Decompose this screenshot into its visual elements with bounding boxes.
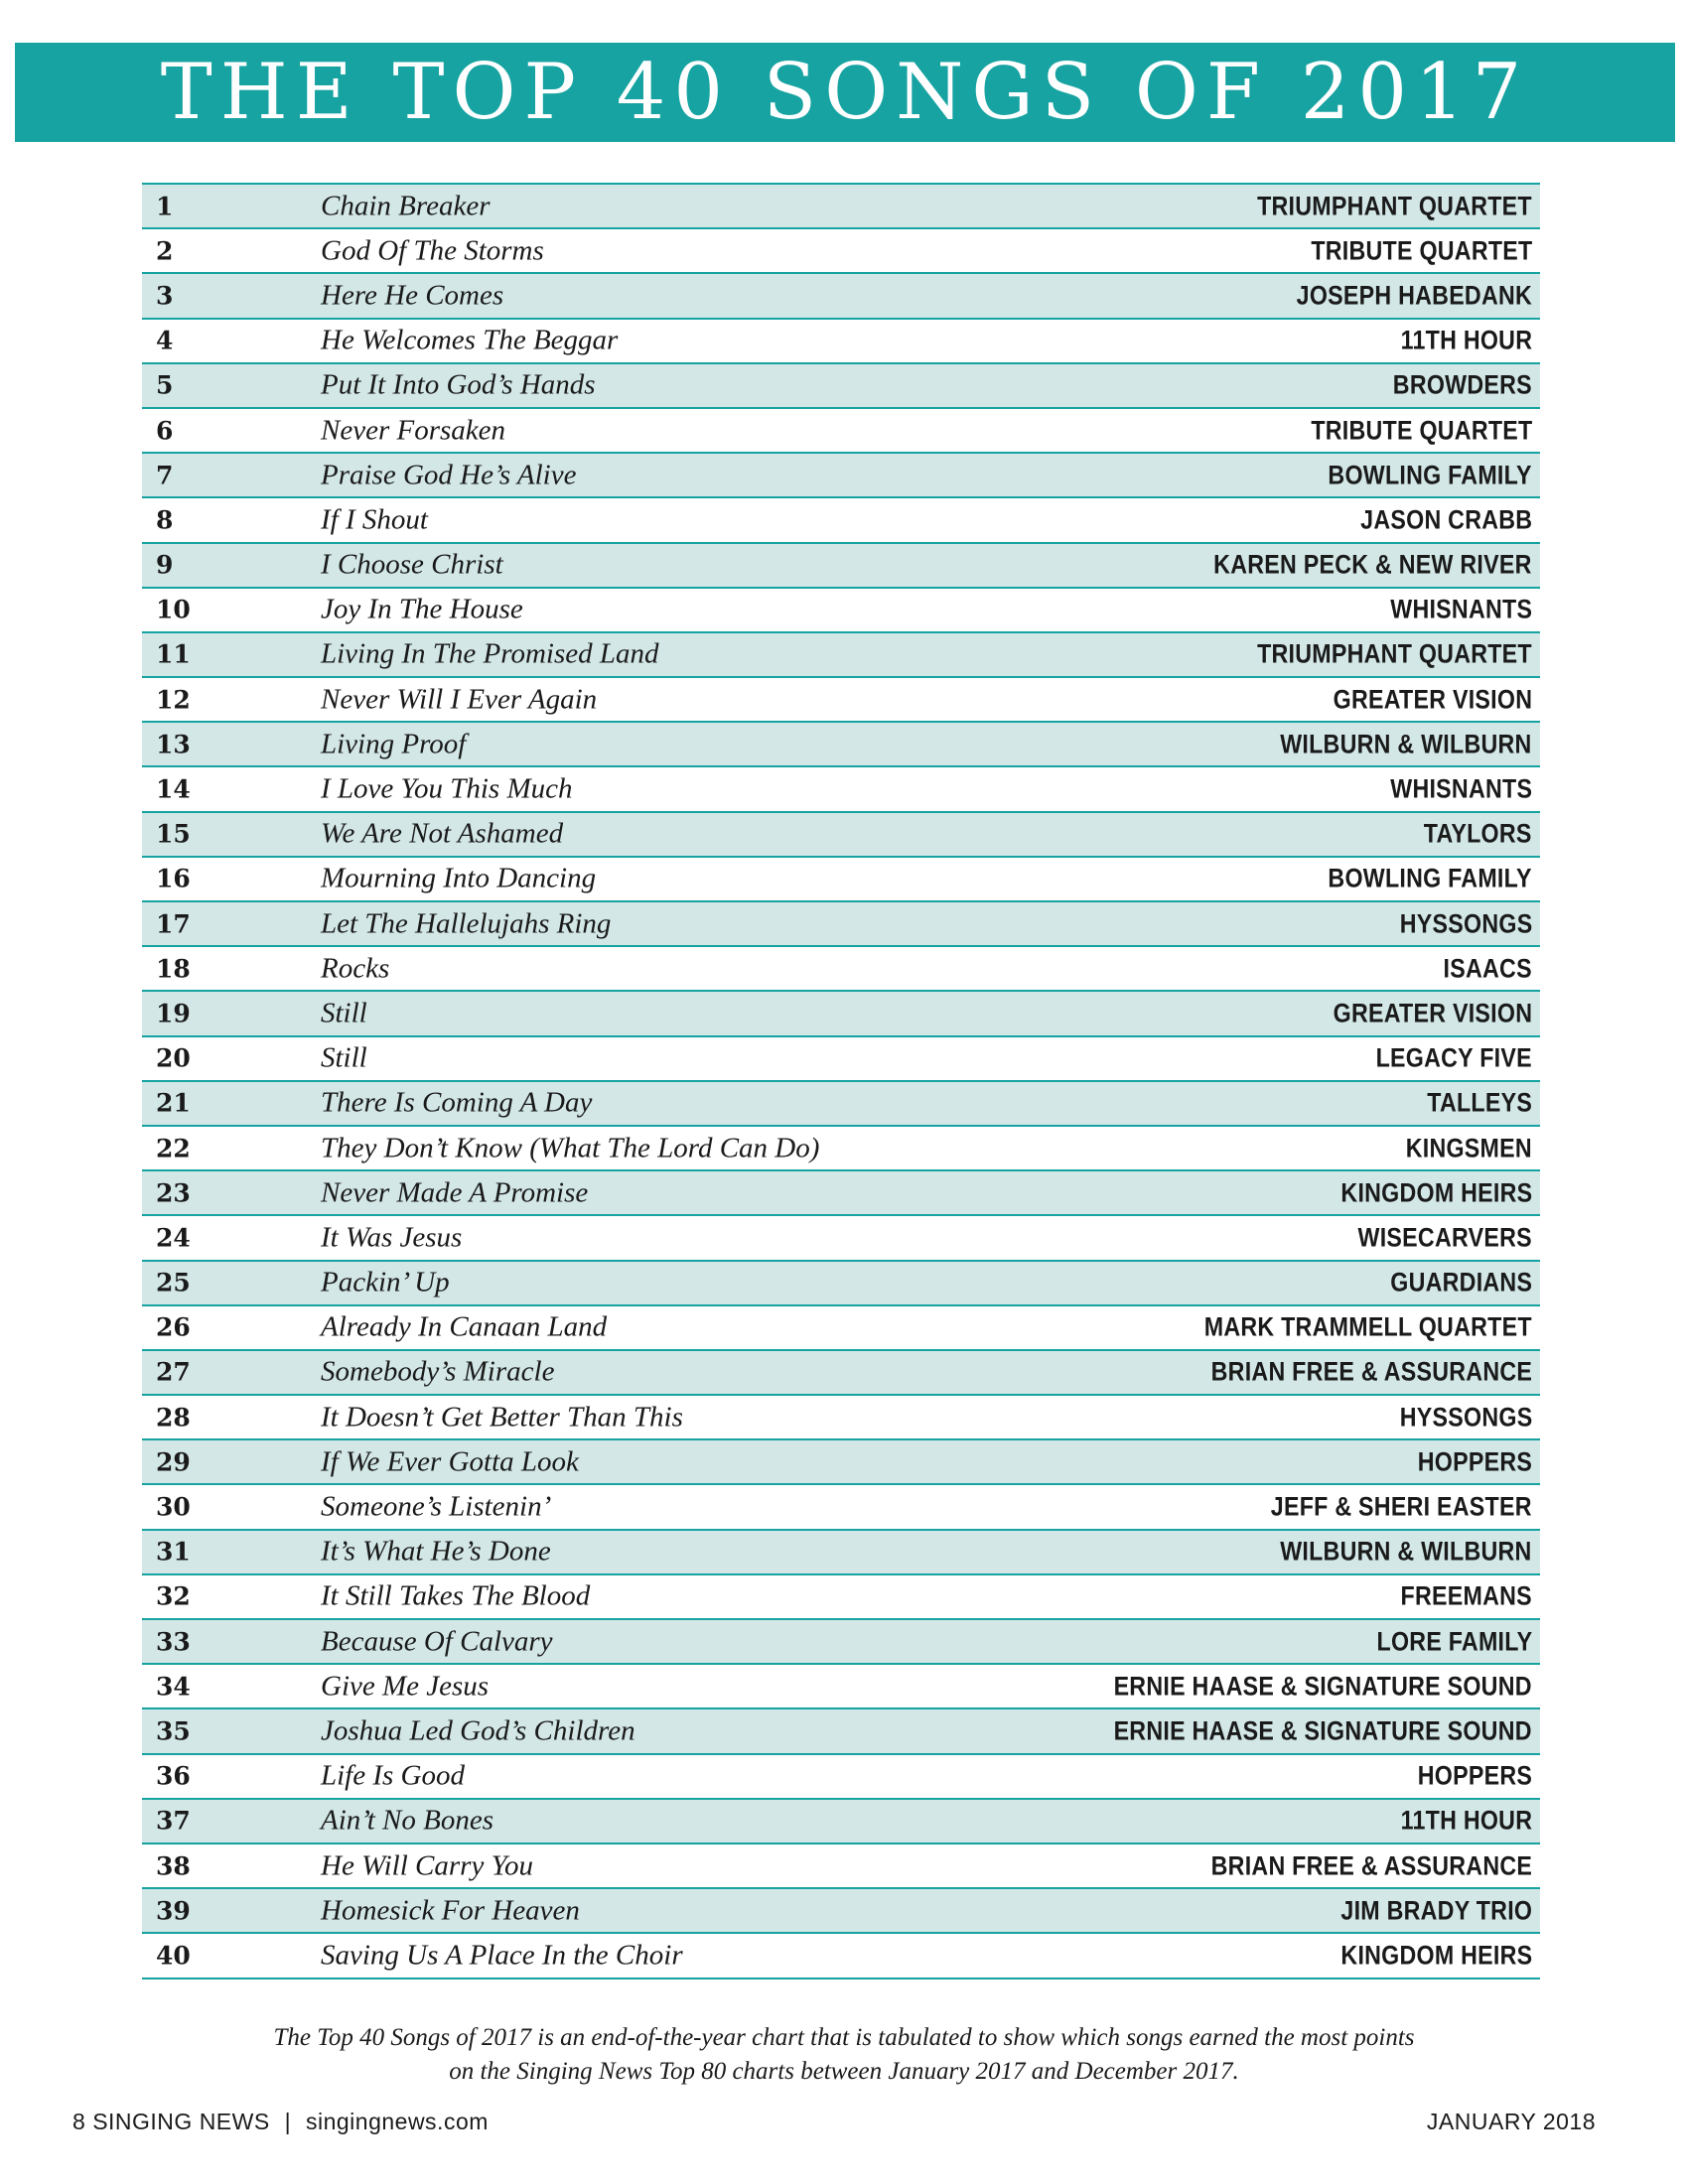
song-title: If I Shout <box>321 503 428 536</box>
website-link[interactable]: singingnews.com <box>305 2109 489 2134</box>
song-title: Because Of Calvary <box>321 1625 553 1658</box>
song-title: Living Proof <box>321 728 467 760</box>
table-row <box>142 858 1540 902</box>
table-row <box>142 1934 1540 1979</box>
song-rank: 35 <box>156 1716 191 1746</box>
song-title: There Is Coming A Day <box>321 1086 593 1119</box>
song-rank: 40 <box>156 1941 191 1971</box>
song-title: Joy In The House <box>321 593 523 625</box>
song-rank: 34 <box>156 1672 191 1702</box>
song-artist: TALLEYS <box>1427 1087 1532 1118</box>
title-banner <box>15 43 1675 142</box>
song-artist: TRIBUTE QUARTET <box>1310 415 1532 446</box>
table-row <box>142 498 1540 543</box>
song-title: Still <box>321 1041 367 1074</box>
table-row <box>142 1620 1540 1665</box>
page-title: THE TOP 40 SONGS OF 2017 <box>160 48 1530 137</box>
song-rank: 39 <box>156 1896 191 1926</box>
table-row <box>142 1351 1540 1396</box>
song-artist: ISAACS <box>1443 953 1532 984</box>
song-title: It Doesn’t Get Better Than This <box>321 1401 683 1433</box>
song-title: It’s What He’s Done <box>321 1535 551 1568</box>
song-title: Homesick For Heaven <box>321 1894 580 1927</box>
song-artist: HOPPERS <box>1417 1760 1532 1791</box>
song-artist: BRIAN FREE & ASSURANCE <box>1210 1356 1532 1387</box>
table-row <box>142 813 1540 858</box>
song-rank: 33 <box>156 1627 191 1657</box>
song-artist: ERNIE HAASE & SIGNATURE SOUND <box>1113 1715 1532 1746</box>
song-rank: 7 <box>156 461 174 490</box>
table-row <box>142 723 1540 767</box>
song-artist: TRIBUTE QUARTET <box>1310 235 1532 266</box>
table-row <box>142 1755 1540 1800</box>
table-row <box>142 678 1540 723</box>
footnote-line-2: on the Singing News Top 80 charts between January 2017 and December 2017. <box>449 2058 1239 2085</box>
song-rank: 15 <box>156 819 191 849</box>
table-row <box>142 1485 1540 1530</box>
song-artist: TRIUMPHANT QUARTET <box>1257 638 1532 669</box>
song-artist: GREATER VISION <box>1333 998 1532 1028</box>
song-title: Still <box>321 997 367 1029</box>
song-rank: 8 <box>156 505 174 535</box>
table-row <box>142 320 1540 364</box>
song-title: Already In Canaan Land <box>321 1310 608 1343</box>
song-title: If We Ever Gotta Look <box>321 1445 579 1478</box>
song-artist: GREATER VISION <box>1333 684 1532 715</box>
table-row <box>142 1440 1540 1485</box>
song-rank: 22 <box>156 1134 191 1163</box>
song-artist: TRIUMPHANT QUARTET <box>1257 191 1532 221</box>
song-title: Someone’s Listenin’ <box>321 1490 552 1523</box>
song-artist: WHISNANTS <box>1390 594 1532 624</box>
song-artist: KAREN PECK & NEW RIVER <box>1213 549 1532 580</box>
song-title: Put It Into God’s Hands <box>321 368 596 401</box>
table-row <box>142 274 1540 319</box>
song-rank: 16 <box>156 864 191 893</box>
table-row <box>142 1082 1540 1127</box>
song-title: Saving Us A Place In the Choir <box>321 1939 683 1972</box>
song-title: Somebody’s Miracle <box>321 1355 555 1388</box>
page-number: 8 <box>72 2109 86 2134</box>
table-row <box>142 1171 1540 1216</box>
song-artist: GUARDIANS <box>1390 1267 1532 1297</box>
song-artist: WHISNANTS <box>1390 773 1532 804</box>
song-rank: 4 <box>156 326 174 355</box>
song-rank: 23 <box>156 1178 191 1208</box>
song-artist: JASON CRABB <box>1359 504 1532 535</box>
song-rank: 25 <box>156 1268 191 1297</box>
song-title: It Was Jesus <box>321 1221 463 1254</box>
song-rank: 18 <box>156 954 191 984</box>
song-rank: 14 <box>156 774 191 804</box>
song-title: Never Made A Promise <box>321 1176 589 1209</box>
song-artist: HOPPERS <box>1417 1446 1532 1477</box>
song-rank: 28 <box>156 1403 191 1433</box>
table-row <box>142 229 1540 274</box>
chart-footnote <box>0 2021 1688 2089</box>
song-artist: WILBURN & WILBURN <box>1280 1536 1532 1567</box>
table-row <box>142 1531 1540 1575</box>
song-artist: FREEMANS <box>1400 1580 1532 1611</box>
publication-name: SINGING NEWS <box>92 2109 270 2134</box>
song-rank: 26 <box>156 1312 191 1342</box>
song-rank: 38 <box>156 1851 191 1881</box>
song-title: Never Forsaken <box>321 414 506 447</box>
song-rank: 5 <box>156 370 174 400</box>
song-artist: JOSEPH HABEDANK <box>1296 280 1532 311</box>
song-title: Let The Hallelujahs Ring <box>321 907 612 940</box>
table-row <box>142 454 1540 498</box>
song-artist: BROWDERS <box>1392 369 1532 400</box>
song-title: Rocks <box>321 952 390 985</box>
table-row <box>142 1216 1540 1261</box>
table-row <box>142 1306 1540 1351</box>
song-rank: 1 <box>156 192 174 221</box>
song-title: Packin’ Up <box>321 1266 450 1298</box>
song-title: Mourning Into Dancing <box>321 862 597 894</box>
song-artist: LORE FAMILY <box>1376 1626 1532 1657</box>
song-rank: 11 <box>156 639 191 669</box>
song-rank: 2 <box>156 236 174 266</box>
song-title: Ain’t No Bones <box>321 1804 493 1837</box>
song-artist: 11TH HOUR <box>1400 1805 1532 1836</box>
song-title: Never Will I Ever Again <box>321 683 598 716</box>
song-title: Here He Comes <box>321 279 504 312</box>
footer-left <box>72 2109 489 2135</box>
song-artist: JEFF & SHERI EASTER <box>1271 1491 1532 1522</box>
song-title: Give Me Jesus <box>321 1670 490 1703</box>
song-title: Life Is Good <box>321 1759 465 1792</box>
song-rank: 27 <box>156 1357 191 1387</box>
song-artist: KINGSMEN <box>1405 1133 1532 1163</box>
song-artist: WILBURN & WILBURN <box>1280 729 1532 759</box>
issue-date: JANUARY 2018 <box>1426 2109 1596 2134</box>
song-artist: TAYLORS <box>1424 818 1532 849</box>
table-row <box>142 767 1540 812</box>
table-row <box>142 633 1540 678</box>
song-rank: 12 <box>156 685 191 715</box>
song-title: They Don’t Know (What The Lord Can Do) <box>321 1132 820 1164</box>
song-artist: BOWLING FAMILY <box>1328 863 1532 893</box>
song-rank: 30 <box>156 1492 191 1522</box>
table-row <box>142 1396 1540 1440</box>
song-artist: BRIAN FREE & ASSURANCE <box>1210 1850 1532 1881</box>
song-title: It Still Takes The Blood <box>321 1579 591 1612</box>
song-artist: WISECARVERS <box>1357 1222 1532 1253</box>
song-rank: 24 <box>156 1223 191 1253</box>
song-artist: JIM BRADY TRIO <box>1340 1895 1532 1926</box>
song-rank: 29 <box>156 1447 191 1477</box>
table-row <box>142 409 1540 454</box>
song-rank: 13 <box>156 730 191 759</box>
song-artist: MARK TRAMMELL QUARTET <box>1203 1311 1532 1342</box>
table-row <box>142 1844 1540 1889</box>
song-rank: 31 <box>156 1537 191 1567</box>
song-title: God Of The Storms <box>321 234 544 267</box>
table-row <box>142 1575 1540 1620</box>
table-row <box>142 1709 1540 1754</box>
table-row <box>142 1262 1540 1306</box>
song-title: I Choose Christ <box>321 548 503 581</box>
table-row <box>142 589 1540 633</box>
song-artist: BOWLING FAMILY <box>1328 460 1532 490</box>
footnote-line-1: The Top 40 Songs of 2017 is an end-of-the-year chart that is tabulated to show which songs earned the most points <box>273 2024 1415 2051</box>
song-rank: 10 <box>156 595 191 624</box>
song-rank: 17 <box>156 909 191 939</box>
song-title: Praise God He’s Alive <box>321 459 577 491</box>
table-row <box>142 185 1540 229</box>
table-row <box>142 1037 1540 1082</box>
song-artist: HYSSONGS <box>1399 1402 1532 1433</box>
song-rank: 6 <box>156 416 174 446</box>
song-title: Joshua Led God’s Children <box>321 1714 635 1747</box>
table-row <box>142 544 1540 589</box>
table-row <box>142 1127 1540 1171</box>
table-row <box>142 1665 1540 1709</box>
song-rank: 19 <box>156 999 191 1028</box>
song-title: He Will Carry You <box>321 1849 534 1882</box>
song-title: Living In The Promised Land <box>321 637 659 670</box>
table-row <box>142 902 1540 947</box>
song-title: Chain Breaker <box>321 190 491 222</box>
song-title: I Love You This Much <box>321 772 573 805</box>
table-row <box>142 1889 1540 1934</box>
song-rank: 36 <box>156 1761 191 1791</box>
song-artist: KINGDOM HEIRS <box>1339 1940 1532 1971</box>
song-rank: 20 <box>156 1043 191 1073</box>
song-artist: HYSSONGS <box>1399 908 1532 939</box>
song-rank: 21 <box>156 1088 191 1118</box>
song-rank: 32 <box>156 1581 191 1611</box>
song-rank: 37 <box>156 1806 191 1836</box>
table-row <box>142 992 1540 1036</box>
table-row <box>142 364 1540 409</box>
song-artist: ERNIE HAASE & SIGNATURE SOUND <box>1113 1671 1532 1702</box>
song-artist: KINGDOM HEIRS <box>1339 1177 1532 1208</box>
table-row <box>142 1800 1540 1844</box>
song-title: He Welcomes The Beggar <box>321 324 619 356</box>
footer-separator: | <box>284 2109 292 2134</box>
song-rank: 3 <box>156 281 174 311</box>
song-artist: LEGACY FIVE <box>1375 1042 1532 1073</box>
table-row <box>142 947 1540 992</box>
song-title: We Are Not Ashamed <box>321 817 564 850</box>
top-40-chart <box>142 183 1540 1979</box>
song-rank: 9 <box>156 550 174 580</box>
song-artist: 11TH HOUR <box>1400 325 1532 355</box>
